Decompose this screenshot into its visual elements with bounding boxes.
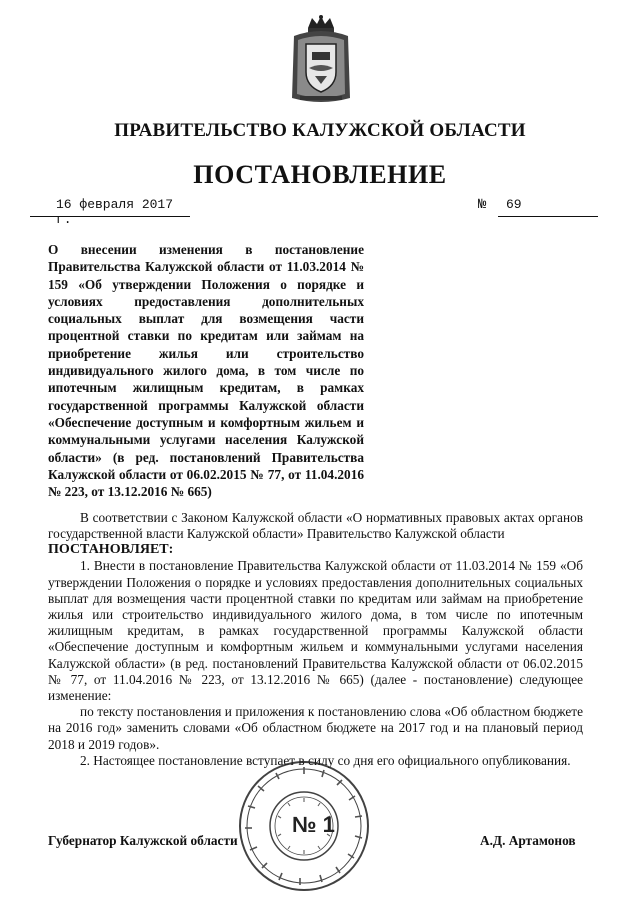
signatory-position: Губернатор Калужской области (48, 833, 238, 848)
date-field (30, 196, 190, 227)
preamble-paragraph: В соответствии с Законом Калужской области «О нормативных правовых актах органов государственной власти Калужской области» Правительство Калужской области (48, 510, 583, 542)
document-number: 69 (506, 197, 522, 212)
stamp-number: № 1 (292, 812, 335, 837)
number-field (498, 196, 598, 217)
item-2-paragraph: 2. Настоящее постановление вступает в силу со дня его официального опубликования. (80, 752, 571, 768)
number-sign: № (478, 197, 487, 213)
signatory-name: А.Д. Артамонов (480, 833, 576, 848)
document-body (48, 510, 583, 769)
organization-title: ПРАВИТЕЛЬСТВО КАЛУЖСКОЙ ОБЛАСТИ (114, 120, 526, 141)
document-type: ПОСТАНОВЛЕНИЕ (193, 160, 447, 189)
item-1-change-paragraph: по тексту постановления и приложения к постановлению слова «Об областном бюджете на 2016 год» заменить словами «Об областном бюджете на 2017 год и на плановый период 2018 и 2019 годов». (48, 704, 583, 752)
coat-of-arms-icon (290, 14, 352, 104)
item-1-paragraph: 1. Внести в постановление Правительства Калужской области от 11.03.2014 № 159 «Об утверждении Положения о порядке и условиях предоставления дополнительных социальных выплат для возмещения части процентной ставки по кредитам или займам на приобретение жилья или строительство индивидуального жилого дома, в том числе по ипотечным жилищным кредитам, в рамках государственной программы Калужской области «Обеспечение доступным и комфортным жильем и коммунальными услугами населения Калужской области» (в ред. постановлений Правительства Калужской области от 06.02.2015 № 77, от 11.04.2016 № 223, от 13.12.2016 № 665) (далее - постановление) следующее изменение: (48, 558, 583, 704)
document-date: 16 февраля 2017 г. (56, 197, 174, 227)
document-subject: О внесении изменения в постановление Правительства Калужской области от 11.03.2014 № 159 «Об утверждении Положения о порядке и условиях предоставления дополнительных социальных выплат для возмещения части процентной ставки по кредитам или займам на приобретение жилья или строительство индивидуального жилого дома, в том числе по ипотечным жилищным кредитам, в рамках государственной программы Калужской области «Обеспечение доступным и комфортным жильем и коммунальными услугами населения Калужской области» (в ред. постановлений Правительства Калужской области от 06.02.2015 № 77, от 11.04.2016 № 223, от 13.12.2016 № 665) (48, 242, 364, 500)
resolve-heading: ПОСТАНОВЛЯЕТ: (48, 542, 174, 558)
